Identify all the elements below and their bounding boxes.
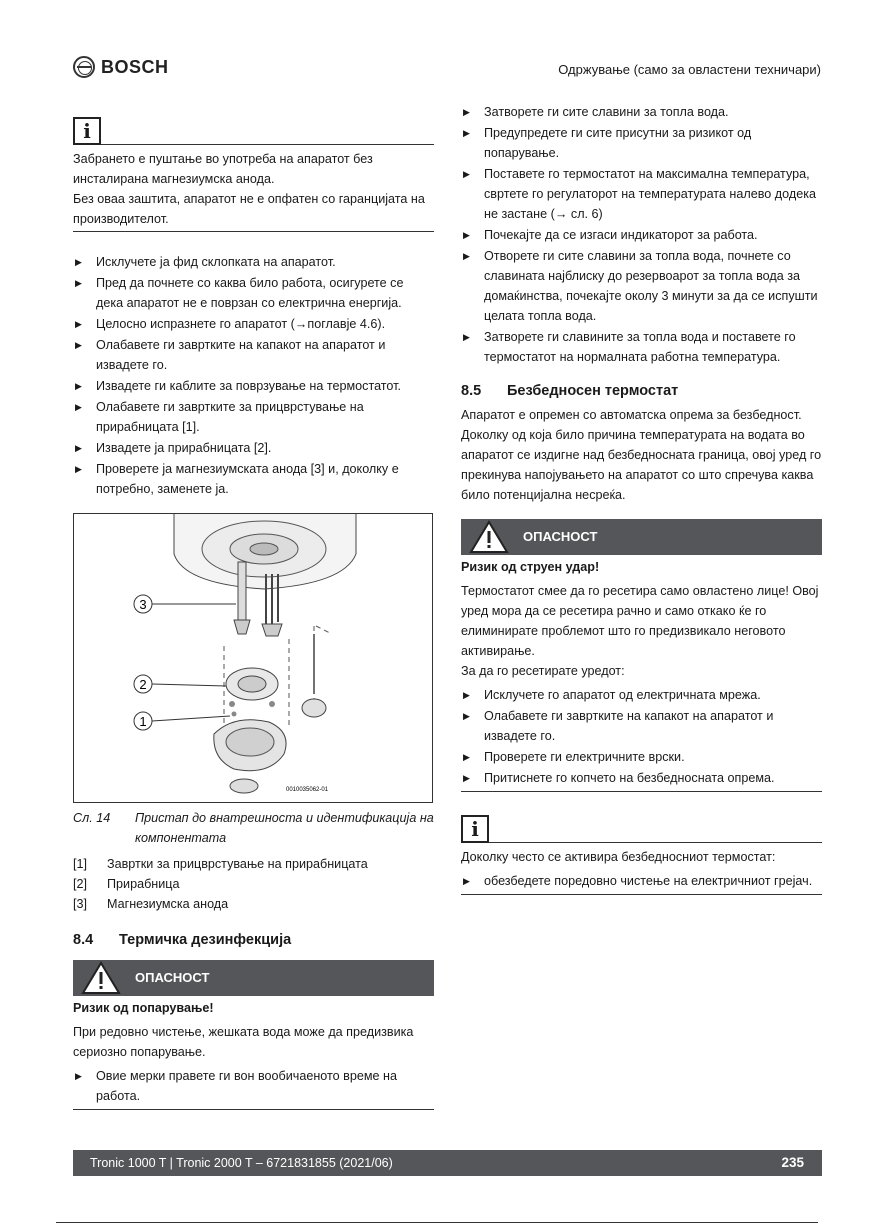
- figure-number: Сл. 14: [73, 811, 111, 825]
- list-item: ▶ Исклучете ја фид склопката на апаратот.: [73, 252, 434, 272]
- list-item: ▶ Исклучете го апаратот од електричната мрежа.: [461, 685, 822, 705]
- list-item: ▶ Овие мерки правете ги вон вообичаеното време на работа.: [73, 1066, 434, 1106]
- legend-row: [73, 874, 434, 894]
- danger-header: [73, 960, 434, 996]
- legend-row: [73, 854, 434, 874]
- list-item: ▶ Затворете ги славините за топла вода и поставете го термостатот на нормалната работна температура.: [461, 327, 822, 367]
- list-item: ▶ Проверете ја магнезиумската анода [3] и, доколку е потребно, заменете ја.: [73, 459, 434, 499]
- section-title: Безбедносен термостат: [507, 383, 679, 399]
- list-item: ▶ Олабавете ги завртките на капакот на апаратот и извадете го.: [73, 335, 434, 375]
- info-line: Без оваа заштита, апаратот не е опфатен со гаранцијата на производителот.: [73, 192, 425, 226]
- danger-subtitle: Ризик од попарување!: [73, 1001, 214, 1015]
- list-item: ▶ Извадете ги каблите за поврзување на термостатот.: [73, 376, 434, 396]
- section-8-5: [461, 381, 822, 792]
- list-item: ▶ Отворете ги сите славини за топла вода, почнете со славината најблиску до резервоарот за топла вода за домаќинства, почекајте околу 3 минути за да се испушти целата топла вода.: [461, 246, 822, 326]
- figure-code: 0010035062-01: [286, 787, 329, 793]
- callout-label-2: 2: [139, 677, 147, 692]
- section-number: 8.5: [461, 383, 482, 399]
- info-icon: i: [461, 815, 489, 843]
- list-item: ▶ Проверете ги електричните врски.: [461, 747, 822, 767]
- legend-text: Магнезиумска анода: [107, 897, 229, 911]
- info-icon: i: [73, 117, 101, 145]
- list-item: ▶ Притиснете го копчето на безбедносната опрема.: [461, 768, 822, 788]
- legend-text: Завртки за прицврстување на прирабницата: [107, 857, 368, 871]
- info-box-header: [73, 114, 434, 145]
- list-item: ▶ Олабавете ги завртките за прицврстување на прирабницата [1].: [73, 397, 434, 437]
- figure-caption-text: Пристап до внатрешноста и идентификација на компонентата: [135, 811, 434, 845]
- danger-box-electric: [461, 519, 822, 792]
- figure-caption: [73, 808, 434, 848]
- list-item: ▶ Почекајте да се изгаси индикаторот за работа.: [461, 225, 822, 245]
- section-heading: [461, 381, 822, 401]
- list-item: ▶ Извадете ја прирабницата [2].: [73, 438, 434, 458]
- info-box-text: [73, 149, 434, 231]
- warning-triangle-icon: [81, 960, 121, 996]
- info-line: Доколку често се активира безбедносниот термостат:: [461, 850, 776, 864]
- reset-intro: За да го ресетирате уредот:: [461, 664, 625, 678]
- info-box-text: [461, 847, 822, 894]
- info-box-thermostat: [461, 812, 822, 895]
- page-header-title: Одржување (само за овластени техничари): [558, 62, 821, 77]
- list-item: ▶ Целосно испразнете го апаратот (→поглавје 4.6).: [73, 314, 434, 334]
- brand-logo: [73, 56, 169, 78]
- list-item: ▶ Предупредете ги сите присутни за ризикот од попарување.: [461, 123, 822, 163]
- page-number: 235: [781, 1155, 804, 1170]
- callout-label-3: 3: [139, 597, 147, 612]
- list-item: ▶ Поставете го термостатот на максимална температура, свртете го регулаторот на температурата налево додека не застане (→ сл. 6): [461, 164, 822, 224]
- danger-label: ОПАСНОСТ: [135, 970, 210, 985]
- list-item: ▶ Затворете ги сите славини за топла вода.: [461, 102, 822, 122]
- list-item: ▶ Пред да почнете со каква било работа, осигурете се дека апаратот не е поврзан со електрична енергија.: [73, 273, 434, 313]
- info-box-header: [461, 812, 822, 843]
- section-title: Термичка дезинфекција: [119, 932, 292, 948]
- legend-key: [1]: [73, 857, 88, 871]
- danger-text: Термостатот смее да го ресетира само овластено лице! Овој уред мора да се ресетира рачно и само откако ќе го елиминирате проблемот што го предизвикало неговото активирање.: [461, 584, 819, 658]
- bosch-logo-icon: [73, 56, 95, 78]
- legend-key: [3]: [73, 897, 88, 911]
- danger-box-scalding: [73, 960, 434, 1110]
- info-line: Забрането е пуштање во употреба на апаратот без инсталирана магнезиумска анода.: [73, 152, 373, 186]
- legend-row: [73, 894, 434, 914]
- section-text: Апаратот е опремен со автоматска опрема за безбедност. Доколку од која било причина температурата на водата во апаратот се издигне над безбедносната граница, овој уред го прекинува напојувањето на апаратот со што спречува каква било потенцијална несреќа.: [461, 408, 822, 502]
- danger-label: ОПАСНОСТ: [523, 529, 598, 544]
- list-item: ▶ Олабавете ги завртките на капакот на апаратот и извадете го.: [461, 706, 822, 746]
- warning-triangle-icon: [469, 519, 509, 555]
- danger-header: [461, 519, 822, 555]
- danger-subtitle: Ризик од струен удар!: [461, 560, 600, 574]
- callout-label-1: 1: [139, 714, 147, 729]
- section-8-4: [73, 930, 434, 1110]
- info-box-anode: [73, 114, 434, 232]
- legend-key: [2]: [73, 877, 88, 891]
- list-item: ▶ обезбедете поредовно чистење на електричниот грејач.: [461, 871, 822, 891]
- bottom-divider: [56, 1222, 818, 1223]
- footer-doc-info: Tronic 1000 T | Tronic 2000 T – 6721831855 (2021/06): [90, 1156, 393, 1170]
- figure-legend: [73, 854, 434, 914]
- steps-list-left: [73, 252, 434, 500]
- steps-list-right: [461, 102, 822, 368]
- exploded-view-drawing: [74, 514, 432, 802]
- section-heading: [73, 930, 434, 950]
- brand-name: BOSCH: [101, 57, 169, 77]
- legend-text: Прирабница: [107, 877, 180, 891]
- danger-text: При редовно чистење, жешката вода може да предизвика сериозно попарување.: [73, 1025, 414, 1059]
- page-footer: [73, 1150, 822, 1176]
- figure-14: [73, 513, 433, 803]
- section-number: 8.4: [73, 932, 94, 948]
